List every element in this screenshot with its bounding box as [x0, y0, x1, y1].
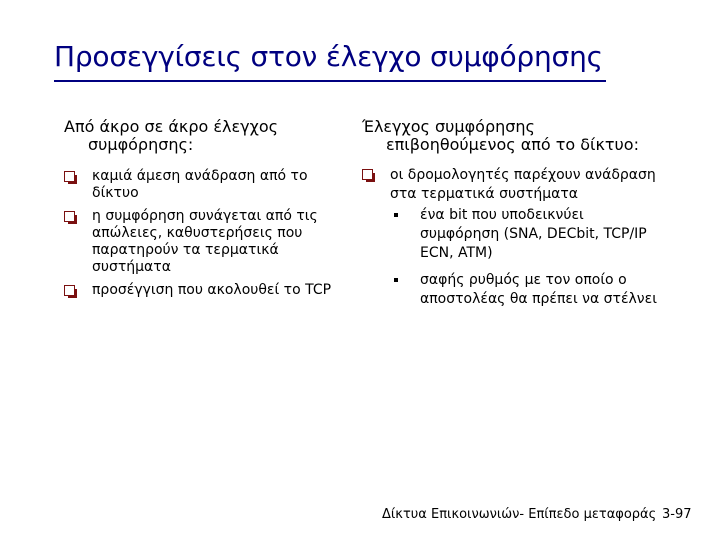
list-item: [64, 168, 344, 202]
box-bullet-icon: [64, 211, 75, 222]
list-item: [362, 166, 662, 309]
bullet-text: η συμφόρηση συνάγεται από τις απώλειες, καθυστερήσεις που παρατηρούν τα τερματικά συστήματα: [92, 208, 318, 275]
right-column: [362, 118, 662, 317]
title-underline: [54, 80, 606, 82]
sub-list-item: [390, 271, 662, 309]
bullet-text: καμιά άμεση ανάδραση από το δίκτυο: [92, 168, 308, 201]
slide-title: Προσεγγίσεις στον έλεγχο συμφόρησης: [54, 40, 603, 73]
slide-footer: Δίκτυα Επικοινωνιών- Επίπεδο μεταφοράς: [382, 507, 657, 522]
square-bullet-icon: [394, 278, 398, 282]
box-bullet-icon: [64, 285, 75, 296]
left-column: [64, 118, 344, 305]
list-item: [64, 208, 344, 276]
square-bullet-icon: [394, 213, 398, 217]
box-bullet-icon: [64, 171, 75, 182]
sub-bullet-text: σαφής ρυθμός με τον οποίο ο αποστολέας θα πρέπει να στέλνει: [420, 272, 657, 307]
left-bullet-list: [64, 168, 344, 299]
sub-bullet-text: ένα bit που υποδεικνύει συμφόρηση (SNA, DECbit, TCP/IP ECN, ATM): [420, 207, 647, 261]
sub-bullet-list: [390, 206, 662, 309]
bullet-text: οι δρομολογητές παρέχουν ανάδραση στα τερματικά συστήματα: [390, 167, 656, 202]
box-bullet-icon: [362, 169, 373, 180]
left-heading: Από άκρο σε άκρο έλεγχος συμφόρησης:: [64, 117, 278, 154]
right-heading: Έλεγχος συμφόρησης επιβοηθούμενος από το δίκτυο:: [362, 117, 639, 154]
bullet-text: προσέγγιση που ακολουθεί το TCP: [92, 282, 332, 298]
sub-list-item: [390, 206, 662, 263]
page-number: 3-97: [662, 507, 692, 522]
right-bullet-list: [362, 166, 662, 309]
list-item: [64, 282, 344, 299]
